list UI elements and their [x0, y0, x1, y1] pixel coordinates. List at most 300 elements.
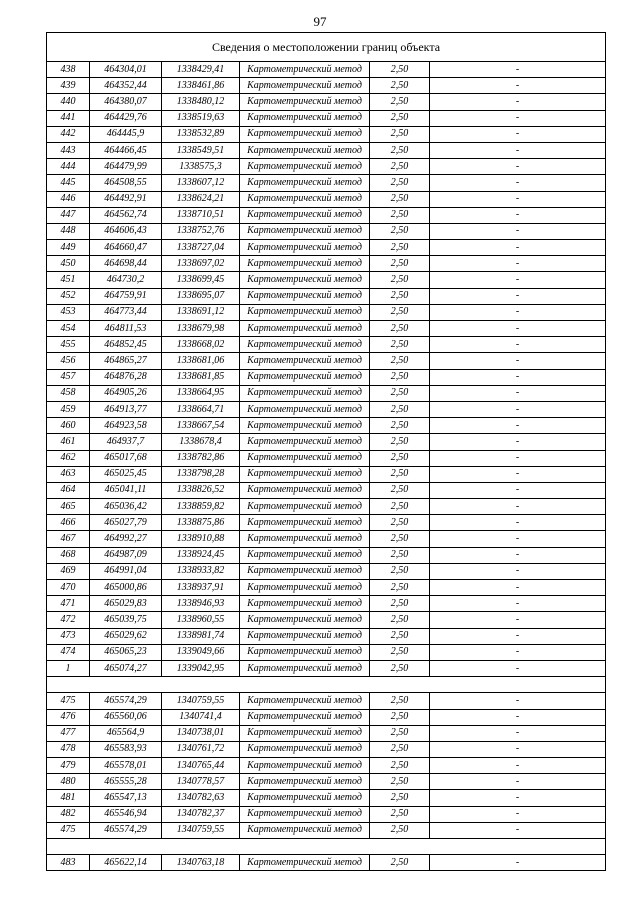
- coord-x-cell: 465560,06: [90, 709, 162, 725]
- method-cell: Картометрический метод: [240, 563, 370, 579]
- coord-y-cell: 1340765,44: [162, 758, 240, 774]
- point-number-cell: 445: [47, 175, 90, 191]
- coord-y-cell: 1340738,01: [162, 725, 240, 741]
- coord-y-cell: 1338624,21: [162, 191, 240, 207]
- accuracy-cell: 2,50: [370, 596, 430, 612]
- boundary-table: [46, 32, 606, 871]
- note-cell: -: [430, 240, 606, 256]
- accuracy-cell: 2,50: [370, 790, 430, 806]
- point-number-cell: 447: [47, 207, 90, 223]
- note-cell: -: [430, 142, 606, 158]
- table-row: [47, 725, 606, 741]
- coord-x-cell: 464811,53: [90, 321, 162, 337]
- table-row: [47, 644, 606, 660]
- accuracy-cell: 2,50: [370, 142, 430, 158]
- note-cell: -: [430, 191, 606, 207]
- coord-y-cell: 1338664,95: [162, 385, 240, 401]
- table-row: [47, 855, 606, 871]
- point-number-cell: 470: [47, 580, 90, 596]
- coord-x-cell: 464876,28: [90, 369, 162, 385]
- note-cell: -: [430, 369, 606, 385]
- coord-x-cell: 464606,43: [90, 223, 162, 239]
- note-cell: -: [430, 256, 606, 272]
- coord-y-cell: 1338549,51: [162, 142, 240, 158]
- coord-x-cell: 465017,68: [90, 450, 162, 466]
- coord-y-cell: 1340759,55: [162, 693, 240, 709]
- table-row: [47, 774, 606, 790]
- coord-x-cell: 464923,58: [90, 418, 162, 434]
- accuracy-cell: 2,50: [370, 110, 430, 126]
- accuracy-cell: 2,50: [370, 774, 430, 790]
- note-cell: -: [430, 223, 606, 239]
- note-cell: -: [430, 580, 606, 596]
- accuracy-cell: 2,50: [370, 62, 430, 78]
- point-number-cell: 459: [47, 401, 90, 417]
- table-row: [47, 401, 606, 417]
- note-cell: -: [430, 499, 606, 515]
- table-row: [47, 563, 606, 579]
- point-number-cell: 440: [47, 94, 90, 110]
- method-cell: Картометрический метод: [240, 240, 370, 256]
- point-number-cell: 475: [47, 693, 90, 709]
- coord-x-cell: 464730,2: [90, 272, 162, 288]
- note-cell: -: [430, 272, 606, 288]
- point-number-cell: 444: [47, 159, 90, 175]
- coord-y-cell: 1338695,07: [162, 288, 240, 304]
- point-number-cell: 465: [47, 499, 90, 515]
- accuracy-cell: 2,50: [370, 466, 430, 482]
- coord-x-cell: 465578,01: [90, 758, 162, 774]
- table-row: [47, 321, 606, 337]
- note-cell: -: [430, 628, 606, 644]
- coord-x-cell: 464352,44: [90, 78, 162, 94]
- accuracy-cell: 2,50: [370, 531, 430, 547]
- coord-x-cell: 464660,47: [90, 240, 162, 256]
- table-row: [47, 110, 606, 126]
- note-cell: -: [430, 596, 606, 612]
- point-number-cell: 449: [47, 240, 90, 256]
- coord-y-cell: 1338981,74: [162, 628, 240, 644]
- table-row: [47, 353, 606, 369]
- table-row: [47, 434, 606, 450]
- note-cell: -: [430, 288, 606, 304]
- coord-x-cell: 464562,74: [90, 207, 162, 223]
- coord-x-cell: 465583,93: [90, 741, 162, 757]
- coord-y-cell: 1338710,51: [162, 207, 240, 223]
- note-cell: -: [430, 110, 606, 126]
- page-number: 97: [313, 14, 327, 29]
- point-number-cell: 456: [47, 353, 90, 369]
- coord-y-cell: 1338681,06: [162, 353, 240, 369]
- coord-x-cell: 465027,79: [90, 515, 162, 531]
- table-row: [47, 207, 606, 223]
- table-row: [47, 94, 606, 110]
- coord-y-cell: 1338461,86: [162, 78, 240, 94]
- accuracy-cell: 2,50: [370, 741, 430, 757]
- point-number-cell: 450: [47, 256, 90, 272]
- table-row: [47, 369, 606, 385]
- method-cell: Картометрический метод: [240, 774, 370, 790]
- table-row: [47, 693, 606, 709]
- coord-x-cell: 465574,29: [90, 822, 162, 838]
- note-cell: -: [430, 758, 606, 774]
- coord-x-cell: 464429,76: [90, 110, 162, 126]
- coord-y-cell: 1340761,72: [162, 741, 240, 757]
- point-number-cell: 474: [47, 644, 90, 660]
- table-row: [47, 822, 606, 838]
- table-row: [47, 304, 606, 320]
- point-number-cell: 483: [47, 855, 90, 871]
- method-cell: Картометрический метод: [240, 515, 370, 531]
- method-cell: Картометрический метод: [240, 159, 370, 175]
- coord-y-cell: 1339049,66: [162, 644, 240, 660]
- method-cell: Картометрический метод: [240, 628, 370, 644]
- coord-x-cell: 464992,27: [90, 531, 162, 547]
- note-cell: -: [430, 78, 606, 94]
- note-cell: -: [430, 774, 606, 790]
- table-row: [47, 78, 606, 94]
- table-row: [47, 418, 606, 434]
- point-number-cell: 453: [47, 304, 90, 320]
- separator-cell: [47, 677, 606, 693]
- table-header-row: [47, 33, 606, 62]
- point-number-cell: 463: [47, 466, 90, 482]
- coord-y-cell: 1338933,82: [162, 563, 240, 579]
- accuracy-cell: 2,50: [370, 223, 430, 239]
- method-cell: Картометрический метод: [240, 725, 370, 741]
- note-cell: -: [430, 515, 606, 531]
- table-row: [47, 240, 606, 256]
- method-cell: Картометрический метод: [240, 693, 370, 709]
- method-cell: Картометрический метод: [240, 580, 370, 596]
- coord-y-cell: 1338946,93: [162, 596, 240, 612]
- method-cell: Картометрический метод: [240, 94, 370, 110]
- accuracy-cell: 2,50: [370, 855, 430, 871]
- note-cell: -: [430, 337, 606, 353]
- note-cell: -: [430, 321, 606, 337]
- coord-y-cell: 1338575,3: [162, 159, 240, 175]
- accuracy-cell: 2,50: [370, 580, 430, 596]
- coord-x-cell: 464380,07: [90, 94, 162, 110]
- point-number-cell: 472: [47, 612, 90, 628]
- accuracy-cell: 2,50: [370, 272, 430, 288]
- coord-x-cell: 465622,14: [90, 855, 162, 871]
- point-number-cell: 480: [47, 774, 90, 790]
- method-cell: Картометрический метод: [240, 385, 370, 401]
- accuracy-cell: 2,50: [370, 159, 430, 175]
- coord-x-cell: 464865,27: [90, 353, 162, 369]
- coord-x-cell: 465000,86: [90, 580, 162, 596]
- method-cell: Картометрический метод: [240, 758, 370, 774]
- table-row: [47, 191, 606, 207]
- coord-y-cell: 1338859,82: [162, 499, 240, 515]
- accuracy-cell: 2,50: [370, 78, 430, 94]
- coord-y-cell: 1338699,45: [162, 272, 240, 288]
- accuracy-cell: 2,50: [370, 418, 430, 434]
- method-cell: Картометрический метод: [240, 337, 370, 353]
- note-cell: -: [430, 660, 606, 676]
- accuracy-cell: 2,50: [370, 126, 430, 142]
- method-cell: Картометрический метод: [240, 434, 370, 450]
- note-cell: -: [430, 709, 606, 725]
- note-cell: -: [430, 94, 606, 110]
- accuracy-cell: 2,50: [370, 385, 430, 401]
- accuracy-cell: 2,50: [370, 758, 430, 774]
- note-cell: -: [430, 401, 606, 417]
- table-row: [47, 499, 606, 515]
- method-cell: Картометрический метод: [240, 126, 370, 142]
- point-number-cell: 442: [47, 126, 90, 142]
- coord-y-cell: 1338667,54: [162, 418, 240, 434]
- accuracy-cell: 2,50: [370, 547, 430, 563]
- table-row: [47, 337, 606, 353]
- note-cell: -: [430, 531, 606, 547]
- method-cell: Картометрический метод: [240, 466, 370, 482]
- method-cell: Картометрический метод: [240, 304, 370, 320]
- method-cell: Картометрический метод: [240, 482, 370, 498]
- note-cell: -: [430, 612, 606, 628]
- table-row: [47, 580, 606, 596]
- method-cell: Картометрический метод: [240, 596, 370, 612]
- method-cell: Картометрический метод: [240, 223, 370, 239]
- accuracy-cell: 2,50: [370, 337, 430, 353]
- table-row: [47, 806, 606, 822]
- coord-y-cell: 1338752,76: [162, 223, 240, 239]
- method-cell: Картометрический метод: [240, 321, 370, 337]
- accuracy-cell: 2,50: [370, 499, 430, 515]
- table-row: [47, 126, 606, 142]
- accuracy-cell: 2,50: [370, 822, 430, 838]
- accuracy-cell: 2,50: [370, 401, 430, 417]
- coord-y-cell: 1338519,63: [162, 110, 240, 126]
- table-row: [47, 790, 606, 806]
- table-row: [47, 547, 606, 563]
- table-title: Сведения о местоположении границ объекта: [47, 33, 606, 62]
- coord-x-cell: 464987,09: [90, 547, 162, 563]
- method-cell: Картометрический метод: [240, 288, 370, 304]
- accuracy-cell: 2,50: [370, 693, 430, 709]
- table-row: [47, 515, 606, 531]
- point-number-cell: 479: [47, 758, 90, 774]
- coord-x-cell: 465039,75: [90, 612, 162, 628]
- point-number-cell: 469: [47, 563, 90, 579]
- table-row: [47, 741, 606, 757]
- table-row: [47, 660, 606, 676]
- note-cell: -: [430, 741, 606, 757]
- method-cell: Картометрический метод: [240, 855, 370, 871]
- accuracy-cell: 2,50: [370, 207, 430, 223]
- method-cell: Картометрический метод: [240, 353, 370, 369]
- coord-x-cell: 465564,9: [90, 725, 162, 741]
- coord-y-cell: 1338782,86: [162, 450, 240, 466]
- coord-y-cell: 1338668,02: [162, 337, 240, 353]
- point-number-cell: 454: [47, 321, 90, 337]
- coord-y-cell: 1338681,85: [162, 369, 240, 385]
- coord-y-cell: 1338910,88: [162, 531, 240, 547]
- method-cell: Картометрический метод: [240, 612, 370, 628]
- point-number-cell: 448: [47, 223, 90, 239]
- coord-x-cell: 464905,26: [90, 385, 162, 401]
- coord-y-cell: 1340782,63: [162, 790, 240, 806]
- coord-y-cell: 1338697,02: [162, 256, 240, 272]
- accuracy-cell: 2,50: [370, 353, 430, 369]
- group-separator-row: [47, 677, 606, 693]
- accuracy-cell: 2,50: [370, 321, 430, 337]
- table-row: [47, 256, 606, 272]
- table-row: [47, 531, 606, 547]
- method-cell: Картометрический метод: [240, 175, 370, 191]
- method-cell: Картометрический метод: [240, 790, 370, 806]
- point-number-cell: 475: [47, 822, 90, 838]
- table-row: [47, 596, 606, 612]
- table-row: [47, 612, 606, 628]
- point-number-cell: 455: [47, 337, 90, 353]
- note-cell: -: [430, 434, 606, 450]
- method-cell: Картометрический метод: [240, 741, 370, 757]
- table-row: [47, 288, 606, 304]
- method-cell: Картометрический метод: [240, 191, 370, 207]
- accuracy-cell: 2,50: [370, 628, 430, 644]
- note-cell: -: [430, 693, 606, 709]
- method-cell: Картометрический метод: [240, 110, 370, 126]
- table-row: [47, 142, 606, 158]
- coord-x-cell: 464852,45: [90, 337, 162, 353]
- point-number-cell: 468: [47, 547, 90, 563]
- coord-x-cell: 464466,45: [90, 142, 162, 158]
- point-number-cell: 476: [47, 709, 90, 725]
- coord-y-cell: 1338678,4: [162, 434, 240, 450]
- point-number-cell: 443: [47, 142, 90, 158]
- note-cell: -: [430, 790, 606, 806]
- point-number-cell: 466: [47, 515, 90, 531]
- coord-y-cell: 1338826,52: [162, 482, 240, 498]
- note-cell: -: [430, 450, 606, 466]
- method-cell: Картометрический метод: [240, 369, 370, 385]
- accuracy-cell: 2,50: [370, 725, 430, 741]
- coord-y-cell: 1338727,04: [162, 240, 240, 256]
- note-cell: -: [430, 159, 606, 175]
- coord-y-cell: 1338798,28: [162, 466, 240, 482]
- note-cell: -: [430, 806, 606, 822]
- coord-x-cell: 465547,13: [90, 790, 162, 806]
- coord-x-cell: 465029,83: [90, 596, 162, 612]
- coord-x-cell: 464508,55: [90, 175, 162, 191]
- point-number-cell: 481: [47, 790, 90, 806]
- table-row: [47, 159, 606, 175]
- coord-y-cell: 1338924,45: [162, 547, 240, 563]
- coord-x-cell: 465041,11: [90, 482, 162, 498]
- table-row: [47, 758, 606, 774]
- accuracy-cell: 2,50: [370, 612, 430, 628]
- coord-x-cell: 464479,99: [90, 159, 162, 175]
- coord-x-cell: 465025,45: [90, 466, 162, 482]
- group-separator-row: [47, 839, 606, 855]
- coord-x-cell: 464492,91: [90, 191, 162, 207]
- point-number-cell: 438: [47, 62, 90, 78]
- note-cell: -: [430, 175, 606, 191]
- method-cell: Картометрический метод: [240, 806, 370, 822]
- separator-cell: [47, 839, 606, 855]
- method-cell: Картометрический метод: [240, 418, 370, 434]
- coord-y-cell: 1340782,37: [162, 806, 240, 822]
- coord-x-cell: 464937,7: [90, 434, 162, 450]
- accuracy-cell: 2,50: [370, 256, 430, 272]
- note-cell: -: [430, 207, 606, 223]
- coord-y-cell: 1338532,89: [162, 126, 240, 142]
- table-row: [47, 175, 606, 191]
- point-number-cell: 482: [47, 806, 90, 822]
- coord-x-cell: 464698,44: [90, 256, 162, 272]
- coord-y-cell: 1338480,12: [162, 94, 240, 110]
- coord-y-cell: 1340759,55: [162, 822, 240, 838]
- coord-y-cell: 1338937,91: [162, 580, 240, 596]
- accuracy-cell: 2,50: [370, 240, 430, 256]
- table-row: [47, 62, 606, 78]
- accuracy-cell: 2,50: [370, 482, 430, 498]
- point-number-cell: 1: [47, 660, 90, 676]
- table-row: [47, 385, 606, 401]
- coord-x-cell: 465574,29: [90, 693, 162, 709]
- point-number-cell: 460: [47, 418, 90, 434]
- accuracy-cell: 2,50: [370, 515, 430, 531]
- accuracy-cell: 2,50: [370, 644, 430, 660]
- coord-x-cell: 465036,42: [90, 499, 162, 515]
- method-cell: Картометрический метод: [240, 547, 370, 563]
- coord-x-cell: 465546,94: [90, 806, 162, 822]
- coord-y-cell: 1338875,86: [162, 515, 240, 531]
- method-cell: Картометрический метод: [240, 142, 370, 158]
- coord-y-cell: 1338607,12: [162, 175, 240, 191]
- method-cell: Картометрический метод: [240, 660, 370, 676]
- table-row: [47, 709, 606, 725]
- coord-y-cell: 1338679,98: [162, 321, 240, 337]
- table-row: [47, 223, 606, 239]
- note-cell: -: [430, 126, 606, 142]
- table-row: [47, 450, 606, 466]
- accuracy-cell: 2,50: [370, 660, 430, 676]
- method-cell: Картометрический метод: [240, 78, 370, 94]
- note-cell: -: [430, 304, 606, 320]
- coord-x-cell: 465065,23: [90, 644, 162, 660]
- boundary-table-body: [47, 33, 606, 871]
- coord-y-cell: 1340778,57: [162, 774, 240, 790]
- accuracy-cell: 2,50: [370, 563, 430, 579]
- coord-y-cell: 1340741,4: [162, 709, 240, 725]
- method-cell: Картометрический метод: [240, 256, 370, 272]
- table-row: [47, 466, 606, 482]
- method-cell: Картометрический метод: [240, 272, 370, 288]
- point-number-cell: 451: [47, 272, 90, 288]
- accuracy-cell: 2,50: [370, 304, 430, 320]
- coord-x-cell: 465029,62: [90, 628, 162, 644]
- coord-x-cell: 464913,77: [90, 401, 162, 417]
- coord-y-cell: 1339042,95: [162, 660, 240, 676]
- note-cell: -: [430, 822, 606, 838]
- note-cell: -: [430, 855, 606, 871]
- note-cell: -: [430, 385, 606, 401]
- method-cell: Картометрический метод: [240, 207, 370, 223]
- point-number-cell: 477: [47, 725, 90, 741]
- coord-x-cell: 464773,44: [90, 304, 162, 320]
- accuracy-cell: 2,50: [370, 450, 430, 466]
- table-row: [47, 628, 606, 644]
- note-cell: -: [430, 62, 606, 78]
- method-cell: Картометрический метод: [240, 499, 370, 515]
- method-cell: Картометрический метод: [240, 644, 370, 660]
- coord-y-cell: 1338960,55: [162, 612, 240, 628]
- accuracy-cell: 2,50: [370, 191, 430, 207]
- coord-y-cell: 1338429,41: [162, 62, 240, 78]
